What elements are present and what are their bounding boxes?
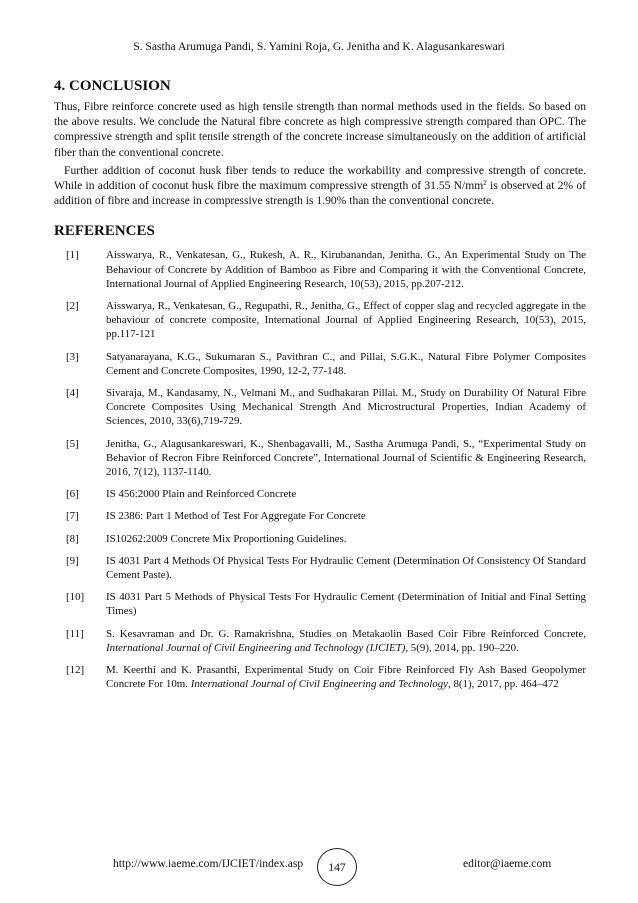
reference-text: Aisswarya, R., Venkatesan, G., Rukesh, A. R., Kirubanandan, Jenitha. G., An Experimental Study on The Behaviour of Concrete by Addition of Bamboo as Fibre and Comparing it with the Conventional Concrete, International Journal of Applied Engineering Research, 10(53), 2015, pp.207-212. bbox=[106, 249, 586, 290]
reference-item bbox=[54, 663, 586, 691]
reference-number: [9] bbox=[66, 554, 79, 567]
conclusion-paragraph-1: Thus, Fibre reinforce concrete used as high tensile strength than normal methods used in the fields. So based on the above results. We conclude the Natural fibre concrete as high compressive strength compared than OPC. The compressive strength and split tensile strength of the concrete increase simultaneously on the addition of artificial fiber than the conventional concrete. bbox=[54, 100, 586, 159]
reference-item bbox=[54, 437, 586, 480]
superscript-2: 2 bbox=[483, 179, 487, 188]
reference-number: [11] bbox=[66, 627, 84, 640]
reference-number: [5] bbox=[66, 437, 79, 450]
footer-email: editor@iaeme.com bbox=[463, 857, 552, 870]
reference-text-plain: S. Kesavraman and Dr. G. Ramakrishna, Studies on Metakaolin Based Coir Fibre Reinforced Concrete, bbox=[106, 627, 586, 640]
reference-text-plain: 5(9), 2014, pp. 190–220. bbox=[408, 641, 519, 654]
conclusion-paragraph-2-part-2: is observed at 2% of addition of fibre and increase in compressive strength is 1.90% than the conventional concrete. bbox=[54, 179, 586, 208]
reference-text: IS10262:2009 Concrete Mix Proportioning Guidelines. bbox=[106, 532, 347, 545]
reference-text: Sivaraja, M., Kandasamy, N., Velmani M., and Sudhakaran Pillai. M., Study on Durability Of Natural Fibre Concrete Composites Using Mechanical Strength And Microstructural Properties, Indian Academy of Sciences, 2010, 33(6),719-729. bbox=[106, 387, 586, 428]
reference-number: [7] bbox=[66, 510, 79, 523]
reference-number: [8] bbox=[66, 532, 79, 545]
reference-number: [12] bbox=[66, 664, 85, 677]
reference-item bbox=[54, 248, 586, 291]
conclusion-heading: 4. CONCLUSION bbox=[54, 78, 171, 94]
reference-number: [3] bbox=[66, 350, 79, 363]
reference-list bbox=[54, 248, 586, 691]
reference-item bbox=[54, 532, 586, 546]
reference-number: [10] bbox=[66, 591, 85, 604]
reference-item bbox=[54, 386, 586, 429]
reference-item bbox=[54, 627, 586, 655]
reference-text: IS 4031 Part 5 Methods of Physical Tests For Hydraulic Cement (Determination of Initial and Final Setting Times) bbox=[106, 591, 586, 618]
conclusion-paragraph-2-part-1: Further addition of coconut husk fiber tends to reduce the workability and compressive strength of concrete. While in addition of coconut husk fibre the maximum compressive strength of 31.55 N/mm bbox=[54, 163, 586, 193]
reference-number: [1] bbox=[66, 249, 79, 262]
reference-text-plain: , 8(1), 2017, pp. 464–472 bbox=[448, 678, 559, 691]
reference-item bbox=[54, 554, 586, 582]
reference-item bbox=[54, 487, 586, 501]
page-content bbox=[54, 72, 586, 700]
running-header-authors: S. Sastha Arumuga Pandi, S. Yamini Roja, G. Jenitha and K. Alagusankareswari bbox=[133, 40, 505, 53]
footer-url: http://www.iaeme.com/IJCIET/index.asp bbox=[113, 857, 304, 870]
reference-text bbox=[106, 663, 586, 691]
reference-text: IS 2386: Part 1 Method of Test For Aggregate For Concrete bbox=[106, 510, 366, 523]
reference-number: [6] bbox=[66, 488, 79, 501]
reference-text: Aisswarya, R., Venkatesan, G., Regupathi, R., Jenitha, G., Effect of copper slag and recycled aggregate in the behaviour of concrete composite, International Journal of Applied Engineering Research, 10(53), 2015, pp.117-121 bbox=[106, 300, 586, 341]
reference-number: [2] bbox=[66, 300, 79, 313]
reference-item bbox=[54, 299, 586, 342]
reference-text: IS 456:2000 Plain and Reinforced Concrete bbox=[106, 488, 297, 501]
reference-text: Satyanarayana, K.G., Sukumaran S., Pavithran C., and Pillai, S.G.K., Natural Fibre Polymer Composites Cement and Concrete Composites, 1990, 12-2, 77-148. bbox=[106, 350, 586, 377]
reference-text: Jenitha, G., Alagusankareswari, K., Shenbagavalli, M., Sastha Arumuga Pandi, S., “Experimental Study on Behavior of Recron Fibre Reinforced Concrete”, International Journal of Scientific & Engineering Research, 2016, 7(12), 1137-1140. bbox=[106, 437, 586, 479]
reference-item bbox=[54, 590, 586, 618]
reference-number: [4] bbox=[66, 387, 79, 400]
reference-journal-italic: International Journal of Civil Engineering and Technology (IJCIET), bbox=[106, 641, 409, 654]
reference-item bbox=[54, 350, 586, 378]
references-heading: REFERENCES bbox=[54, 223, 155, 240]
reference-text-plain: M. Keerthi and K. Prasanthi, Experimental Study on Coir Fibre Reinforced Fly Ash Based Geopolymer Concrete For 10m. bbox=[106, 664, 586, 691]
reference-text: IS 4031 Part 4 Methods Of Physical Tests For Hydraulic Cement (Determination Of Consistency Of Standard Cement Paste). bbox=[106, 554, 586, 582]
page-footer bbox=[0, 848, 638, 878]
reference-journal-italic: International Journal of Civil Engineering and Technology bbox=[190, 678, 449, 691]
conclusion-paragraph-2 bbox=[54, 163, 586, 209]
page-number: 147 bbox=[317, 848, 357, 886]
reference-text bbox=[106, 627, 586, 655]
reference-item bbox=[54, 509, 586, 523]
